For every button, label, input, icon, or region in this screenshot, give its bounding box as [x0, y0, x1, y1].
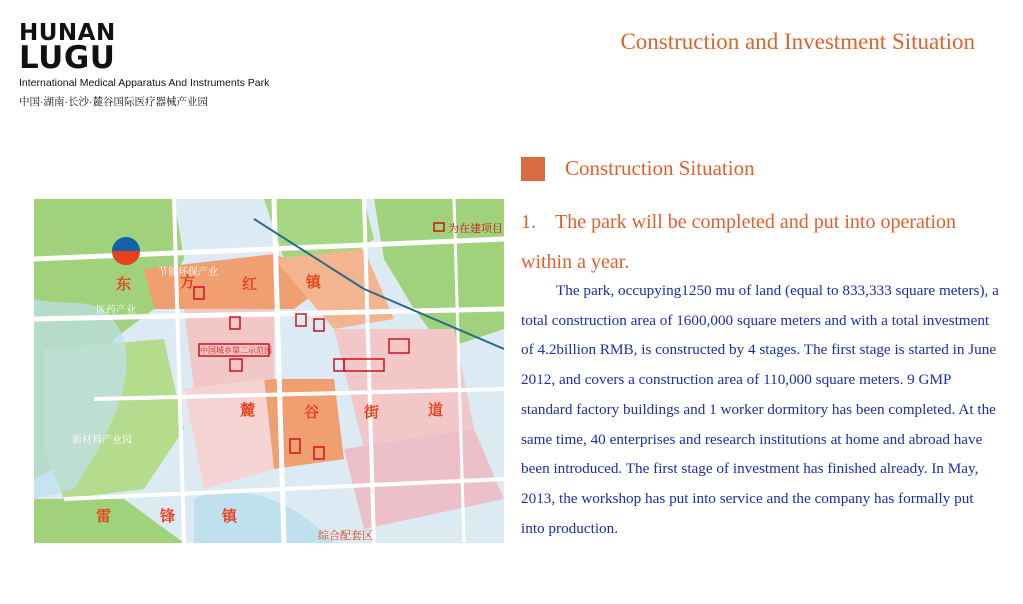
section-bullet-square: [521, 157, 545, 181]
map-label-pharma: 医药产业: [96, 305, 136, 316]
map-label-gu: 谷: [304, 403, 320, 421]
map-label-feng: 锋: [160, 507, 176, 525]
map-label-dong: 东: [116, 275, 132, 293]
logo-line-hunan: HUNAN: [19, 20, 116, 46]
map-label-project: 中国城乡第二示范园: [200, 346, 272, 355]
point-one: [521, 202, 961, 282]
page-title: Construction and Investment Situation: [620, 29, 975, 54]
logo-subtitle: International Medical Apparatus And Instruments Park: [19, 77, 270, 89]
logo-chinese: 中国·湖南·长沙·麓谷国际医疗器械产业园: [19, 96, 208, 108]
map-label-dao: 道: [428, 401, 444, 419]
park-logo: [19, 22, 269, 109]
map-label-hong: 红: [242, 275, 258, 293]
park-map-graphic: [34, 199, 504, 543]
point-number: 1.: [521, 211, 536, 233]
map-label-zhen-south: 镇: [222, 507, 238, 525]
section-label: Construction Situation: [565, 156, 755, 180]
map-legend-label: 为在建项目: [448, 222, 503, 235]
map-label-energy-park: 节能环保产业: [158, 267, 218, 278]
map-label-fang: 方: [180, 273, 196, 291]
body-paragraph: The park, occupying1250 mu of land (equal to 833,333 square meters), a total construction area of 1600,000 square meters and with a total investment of 4.2billion RMB, is constructed by 4 stages. The first stage is started in June 2012, and covers a construction area of 110,000 square meters. 9 GMP standard factory buildings and 1 worker dormitory has been completed. At the same time, 40 enterprises and research institutions at home and abroad have been introduced. The first stage of investment has finished already. In May, 2013, the workshop has put into service and the company has formally put into production.: [521, 282, 999, 537]
map-label-support-zone: 综合配套区: [318, 529, 373, 542]
park-map: [34, 199, 504, 543]
map-label-zhen-east: 镇: [306, 273, 322, 291]
map-label-materials-park: 新材料产业园: [72, 435, 132, 446]
map-label-jie: 街: [364, 403, 380, 421]
logo-line-lugu: LUGU: [19, 40, 116, 76]
section-heading: [521, 156, 755, 181]
point-text: The park will be completed and put into operation within a year.: [521, 211, 956, 273]
map-label-lu: 麓: [240, 401, 256, 419]
map-label-lei: 雷: [96, 507, 112, 525]
